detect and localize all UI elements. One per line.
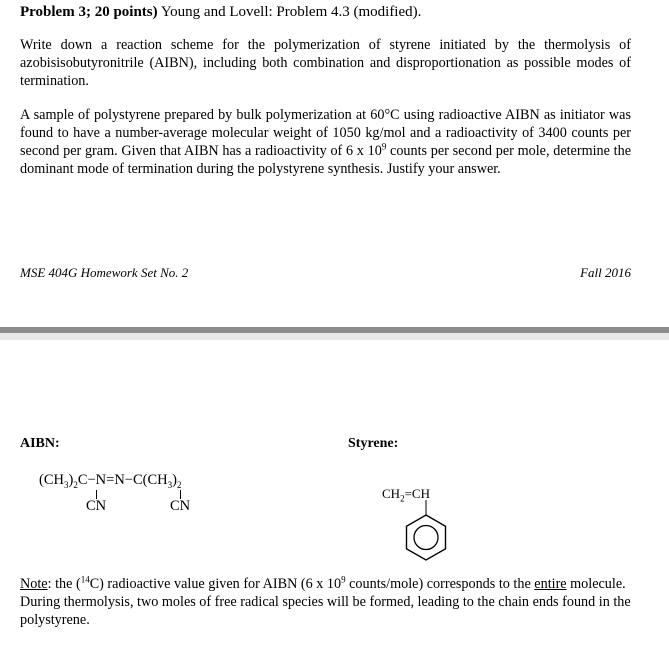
note-exponent: 9 bbox=[341, 574, 346, 585]
note-text-1: : the ( bbox=[47, 576, 81, 592]
benzene-ring-icon bbox=[400, 500, 452, 572]
aibn-left-sub: 3 bbox=[63, 479, 69, 490]
aibn-right-sub2: 2 bbox=[176, 479, 182, 490]
page-separator-shade bbox=[0, 333, 669, 340]
note-label: Note bbox=[20, 576, 48, 592]
styrene-vinyl: =CH bbox=[404, 486, 430, 501]
aibn-cn-right: CN bbox=[170, 498, 191, 514]
aibn-left-tail: ) bbox=[68, 472, 74, 488]
note-paragraph bbox=[20, 575, 631, 629]
para2-part-1: A sample of polystyrene prepared by bulk polymerization at 60°C using radioactive AIBN as initiator was found to have a number-average molecular weight of 1050 kg/mol and a radioactivity of 3400 counts per second per gram. Given that AIBN has a radioactivity of 6 x 10 bbox=[20, 107, 631, 159]
aibn-formula bbox=[39, 472, 181, 489]
note-entire: entire bbox=[534, 576, 567, 592]
page-two bbox=[0, 340, 669, 647]
aibn-right-tail: ) bbox=[172, 472, 177, 488]
styrene-label: Styrene: bbox=[348, 436, 399, 451]
problem-source: Young and Lovell: Problem 4.3 (modified). bbox=[160, 4, 422, 20]
note-text-4: molecule. During thermolysis, two moles of free radical species will be formed, leading to the chain ends found in the polystyrene. bbox=[20, 576, 631, 628]
para2-exponent: 9 bbox=[381, 141, 387, 152]
aibn-left-group: (CH bbox=[39, 472, 64, 488]
styrene-sub: 2 bbox=[400, 493, 405, 504]
aibn-left-sub2: 2 bbox=[73, 479, 78, 490]
question-paragraph-2 bbox=[20, 106, 631, 178]
aibn-cn-left: CN bbox=[86, 498, 107, 514]
para2-part-2: counts per second per mole, determine the dominant mode of termination during the polystyrene synthesis. Justify your answer. bbox=[20, 143, 631, 177]
note-text-2: C) radioactive value given for AIBN (6 x 10 bbox=[89, 576, 342, 592]
question-paragraph-1: Write down a reaction scheme for the polymerization of styrene initiated by the thermolysis of azobisisobutyronitrile (AIBN), including both combination and disproportionation as possible modes of termination. bbox=[20, 37, 631, 89]
note-text-3: counts/mole) corresponds to the bbox=[345, 576, 535, 592]
note-isotope: 14 bbox=[80, 574, 90, 585]
styrene-ch2: CH bbox=[382, 486, 401, 501]
aibn-right-sub: 3 bbox=[167, 479, 173, 490]
problem-label: Problem 3; 20 points) bbox=[20, 4, 158, 20]
footer-term: Fall 2016 bbox=[580, 265, 631, 280]
aibn-core: C−N=N−C(CH bbox=[77, 472, 168, 488]
aibn-label: AIBN: bbox=[20, 436, 60, 451]
footer-course: MSE 404G Homework Set No. 2 bbox=[20, 265, 189, 280]
problem-header bbox=[20, 3, 421, 21]
